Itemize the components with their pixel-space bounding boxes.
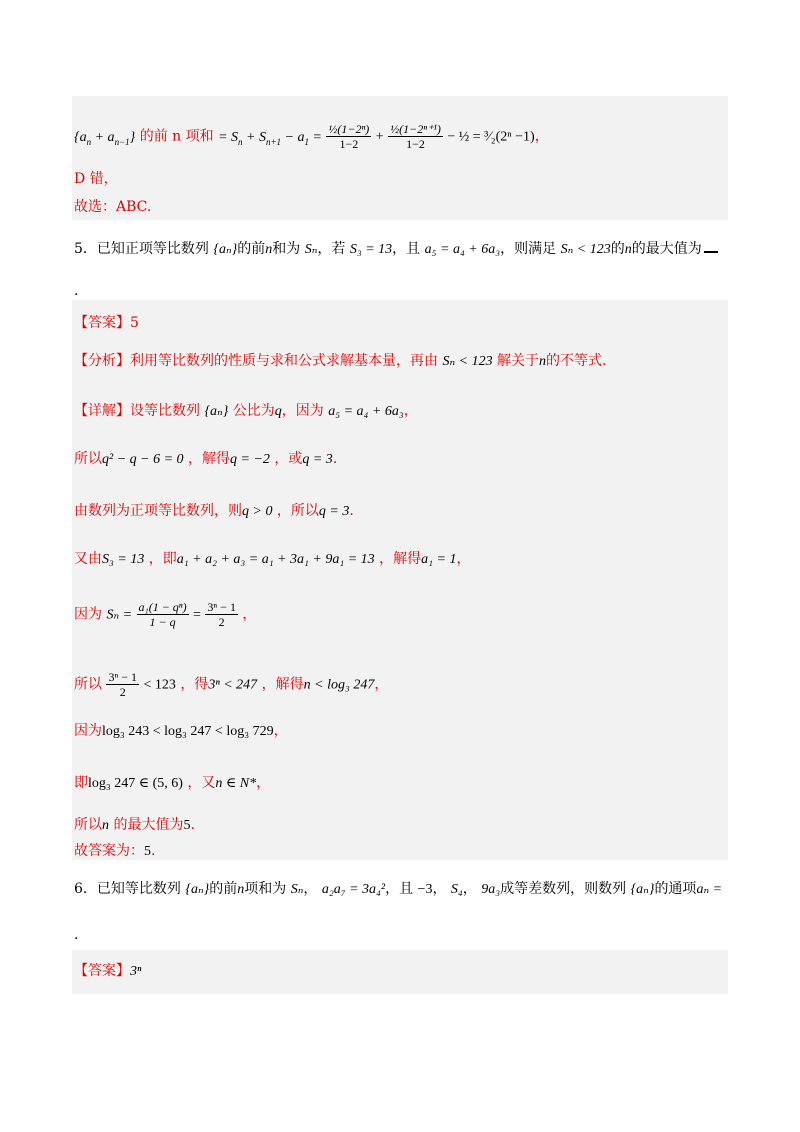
seq-expr: $\{a_n + a_{n-1}\}$ <box>74 129 136 147</box>
q5-detail-9: 所以n 的最大值为5. <box>74 817 195 833</box>
q5-answer: 【答案】5 <box>74 315 139 331</box>
q5-detail-3: 由数列为正项等比数列，则q > 0 ，所以q = 3. <box>74 503 354 519</box>
fraction-2: $\frac{\text{½(1−2ⁿ⁺¹)}}{1-2}$ <box>390 122 441 151</box>
sum-eq-left: = $S_n + S_{n+1} - a_1$ = <box>218 129 322 147</box>
answer-blank <box>704 251 718 253</box>
q5-detail-2: 所以q² − q − 6 = 0 ，解得q = −2 ，或q = 3. <box>74 451 338 467</box>
d-wrong-text: D 错， <box>74 171 118 187</box>
q5-detail-4: 又由S₃ = 13 ，即a₁ + a₂ + a₃ = a₁ + 3a₁ + 9a₁ = 13 ，解得a₁ = 1， <box>74 551 471 567</box>
sum-label: 的前 n 项和 <box>139 128 214 145</box>
q5-detail-1: 【详解】设等比数列 {aₙ} 公比为q，因为 a₅ = a₄ + 6a₃， <box>74 403 418 419</box>
q5-period: . <box>74 283 79 299</box>
sn-fraction: $\frac{\text{a₁(1 − qⁿ)}}{1 - q}$ <box>138 600 187 629</box>
q5-detail-7: 因为log₃ 243 < log₃ 247 < log₃ 729， <box>74 723 288 739</box>
q5-detail-8: 即log₃ 247 ∈ (5, 6) ，又n ∈ N*， <box>74 775 271 791</box>
q5-detail-6: 所以 $\frac{\text{3ⁿ − 1}}{2}$ < 123 ，得3ⁿ < 247 ，解得n < log₃ 247， <box>74 670 389 699</box>
fraction-1: $\frac{\text{½(1−2ⁿ)}}{1-2}$ <box>328 122 370 151</box>
q6-answer: 【答案】3ⁿ <box>74 963 142 979</box>
solution-panel-top <box>72 96 728 220</box>
question-6: 6．已知等比数列 {aₙ}的前n项和为 Sₙ， a₂a₇ = 3a₄²，且 −3， S₄， 9a₃成等差数列，则数列 {aₙ}的通项aₙ = <box>74 881 723 897</box>
question-5: 5．已知正项等比数列 {aₙ}的前n和为 Sₙ，若 S₃ = 13，且 a₅ = a₄ + 6a₃，则满足 Sₙ < 123的n的最大值为 <box>74 240 718 259</box>
q5-detail-5: 因为 Sₙ = $\frac{\text{a₁(1 − qⁿ)}}{1 - q}$ = $\frac{\text{3ⁿ − 1}}{2}$ ， <box>74 600 257 629</box>
answer-select-text: 故选：ABC. <box>74 199 152 215</box>
q6-period: . <box>74 927 79 943</box>
ineq-fraction: $\frac{\text{3ⁿ − 1}}{2}$ <box>108 670 137 699</box>
sum-formula-line: $\{a_n + a_{n-1}\}$ 的前 n 项和 = $S_n + S_{n+1} - a_1$ = $\frac{\text{½(1−2ⁿ)}}{1-2}$ + $\frac{\text{½(1−2ⁿ⁺¹)}}{1-2}$ − ½ = ³⁄₂(2ⁿ −1)， <box>74 122 549 151</box>
sum-eq-end: − ½ = ³⁄₂(2ⁿ −1) <box>447 129 535 145</box>
solution-panel-q6 <box>72 950 728 994</box>
q5-analysis: 【分析】利用等比数列的性质与求和公式求解基本量，再由 Sₙ < 123 解关于n的不等式. <box>74 353 607 369</box>
sn-fraction-2: $\frac{\text{3ⁿ − 1}}{2}$ <box>207 600 236 629</box>
q5-detail-10: 故答案为：5. <box>74 843 156 859</box>
